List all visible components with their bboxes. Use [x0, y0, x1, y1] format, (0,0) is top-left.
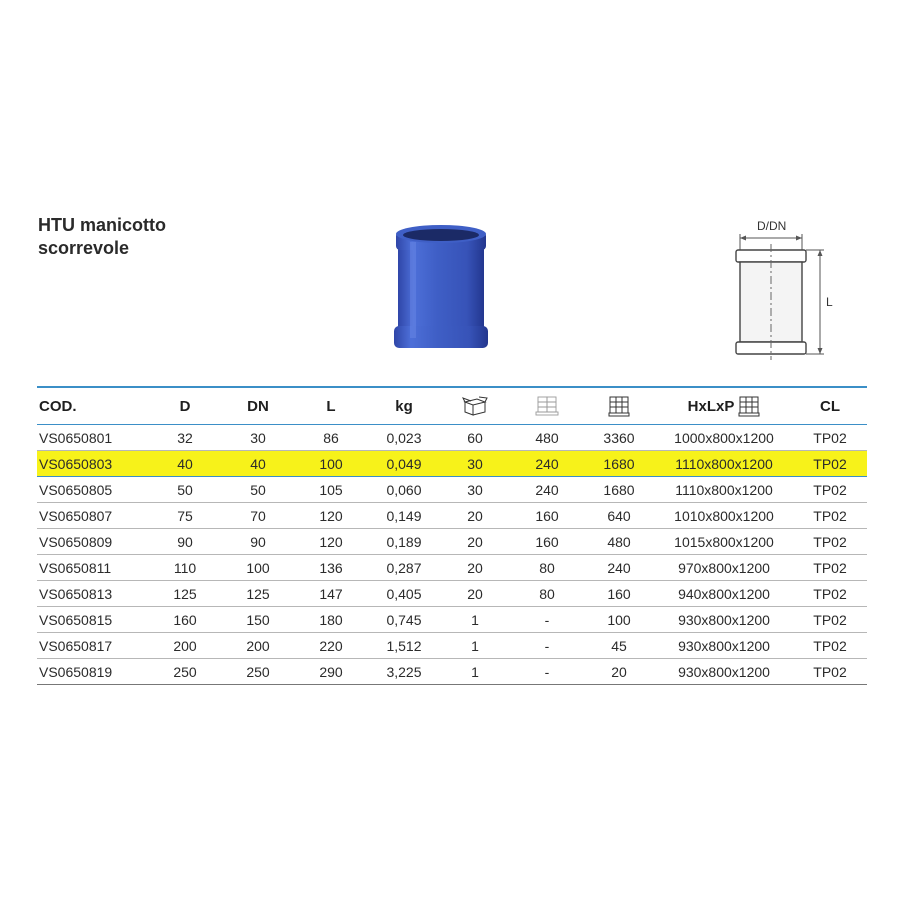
product-title-line2: scorrevole — [38, 238, 130, 258]
cell-pallet: 480 — [511, 425, 583, 451]
cell-d: 250 — [147, 659, 223, 685]
cell-hxlxp: 940x800x1200 — [655, 581, 793, 607]
table-row — [37, 659, 867, 685]
header-hxlxp-label: HxLxP — [687, 397, 735, 415]
spec-table — [37, 386, 867, 685]
cell-cod: VS0650817 — [37, 633, 147, 659]
cell-box: 20 — [439, 529, 511, 555]
cell-dn: 250 — [223, 659, 293, 685]
cell-d: 160 — [147, 607, 223, 633]
cell-box: 20 — [439, 503, 511, 529]
cell-box: 1 — [439, 633, 511, 659]
cell-cod: VS0650813 — [37, 581, 147, 607]
cell-dn: 40 — [223, 451, 293, 477]
cell-d: 200 — [147, 633, 223, 659]
cell-dn: 70 — [223, 503, 293, 529]
cell-hxlxp: 1110x800x1200 — [655, 451, 793, 477]
cell-l: 220 — [293, 633, 369, 659]
cell-pallet: - — [511, 607, 583, 633]
cell-hxlxp: 930x800x1200 — [655, 659, 793, 685]
cell-stack: 480 — [583, 529, 655, 555]
cell-cl: TP02 — [793, 425, 867, 451]
cell-l: 180 — [293, 607, 369, 633]
header-dn: DN — [223, 387, 293, 425]
cell-stack: 100 — [583, 607, 655, 633]
cell-pallet: - — [511, 659, 583, 685]
pallet-icon — [534, 395, 560, 417]
table-row — [37, 581, 867, 607]
cell-cl: TP02 — [793, 633, 867, 659]
table-row — [37, 451, 867, 477]
cell-d: 90 — [147, 529, 223, 555]
cell-l: 86 — [293, 425, 369, 451]
cell-dn: 200 — [223, 633, 293, 659]
cell-hxlxp: 930x800x1200 — [655, 633, 793, 659]
cell-l: 290 — [293, 659, 369, 685]
cell-l: 120 — [293, 529, 369, 555]
table-row — [37, 529, 867, 555]
cell-cod: VS0650803 — [37, 451, 147, 477]
cell-l: 147 — [293, 581, 369, 607]
cell-cl: TP02 — [793, 451, 867, 477]
cell-kg: 3,225 — [369, 659, 439, 685]
cell-pallet: 240 — [511, 477, 583, 503]
cell-l: 105 — [293, 477, 369, 503]
cell-box: 1 — [439, 607, 511, 633]
cell-kg: 0,745 — [369, 607, 439, 633]
cell-hxlxp: 930x800x1200 — [655, 607, 793, 633]
cell-cl: TP02 — [793, 529, 867, 555]
cell-stack: 3360 — [583, 425, 655, 451]
cell-cod: VS0650809 — [37, 529, 147, 555]
cell-stack: 1680 — [583, 477, 655, 503]
cell-stack: 640 — [583, 503, 655, 529]
header-pallet — [511, 387, 583, 425]
cell-stack: 20 — [583, 659, 655, 685]
stack-icon — [607, 395, 631, 417]
cell-hxlxp: 1010x800x1200 — [655, 503, 793, 529]
cell-box: 20 — [439, 555, 511, 581]
cell-hxlxp: 1110x800x1200 — [655, 477, 793, 503]
cell-box: 1 — [439, 659, 511, 685]
product-photo — [388, 222, 498, 357]
cell-kg: 0,023 — [369, 425, 439, 451]
cell-hxlxp: 1000x800x1200 — [655, 425, 793, 451]
table-row — [37, 555, 867, 581]
cell-cod: VS0650805 — [37, 477, 147, 503]
cell-cod: VS0650815 — [37, 607, 147, 633]
cell-stack: 160 — [583, 581, 655, 607]
box-icon — [462, 396, 488, 416]
cell-stack: 1680 — [583, 451, 655, 477]
cell-hxlxp: 970x800x1200 — [655, 555, 793, 581]
diagram-label-l: L — [826, 295, 833, 309]
diagram-label-dn: D/DN — [757, 219, 787, 233]
cell-dn: 90 — [223, 529, 293, 555]
header-stack — [583, 387, 655, 425]
cell-l: 120 — [293, 503, 369, 529]
table-row — [37, 503, 867, 529]
cell-l: 100 — [293, 451, 369, 477]
cell-pallet: 80 — [511, 555, 583, 581]
header-cod: COD. — [37, 387, 147, 425]
header-box — [439, 387, 511, 425]
cell-pallet: 80 — [511, 581, 583, 607]
header-cl: CL — [793, 387, 867, 425]
cell-dn: 30 — [223, 425, 293, 451]
cell-d: 32 — [147, 425, 223, 451]
cell-pallet: 240 — [511, 451, 583, 477]
product-title-line1: HTU manicotto — [38, 215, 166, 235]
cell-cl: TP02 — [793, 581, 867, 607]
header-kg: kg — [369, 387, 439, 425]
cell-d: 125 — [147, 581, 223, 607]
cell-d: 110 — [147, 555, 223, 581]
cell-kg: 0,405 — [369, 581, 439, 607]
table-header-row — [37, 387, 867, 425]
cell-cl: TP02 — [793, 477, 867, 503]
cell-cod: VS0650807 — [37, 503, 147, 529]
cell-kg: 0,060 — [369, 477, 439, 503]
header-d: D — [147, 387, 223, 425]
table-row — [37, 607, 867, 633]
stack-dim-icon — [738, 395, 760, 417]
cell-stack: 45 — [583, 633, 655, 659]
product-title — [38, 214, 258, 260]
cell-box: 30 — [439, 451, 511, 477]
dimension-diagram — [716, 214, 842, 364]
cell-dn: 150 — [223, 607, 293, 633]
cell-cl: TP02 — [793, 555, 867, 581]
cell-d: 40 — [147, 451, 223, 477]
cell-kg: 1,512 — [369, 633, 439, 659]
cell-cl: TP02 — [793, 503, 867, 529]
cell-d: 75 — [147, 503, 223, 529]
cell-pallet: - — [511, 633, 583, 659]
cell-box: 30 — [439, 477, 511, 503]
header-hxlxp — [655, 387, 793, 425]
cell-d: 50 — [147, 477, 223, 503]
cell-box: 20 — [439, 581, 511, 607]
cell-kg: 0,149 — [369, 503, 439, 529]
cell-cod: VS0650811 — [37, 555, 147, 581]
cell-cod: VS0650801 — [37, 425, 147, 451]
table-row — [37, 477, 867, 503]
cell-kg: 0,287 — [369, 555, 439, 581]
cell-stack: 240 — [583, 555, 655, 581]
cell-dn: 50 — [223, 477, 293, 503]
cell-pallet: 160 — [511, 503, 583, 529]
table-row — [37, 633, 867, 659]
cell-dn: 100 — [223, 555, 293, 581]
cell-kg: 0,049 — [369, 451, 439, 477]
cell-cl: TP02 — [793, 659, 867, 685]
cell-pallet: 160 — [511, 529, 583, 555]
table-row — [37, 425, 867, 451]
cell-cod: VS0650819 — [37, 659, 147, 685]
header-l: L — [293, 387, 369, 425]
cell-dn: 125 — [223, 581, 293, 607]
cell-l: 136 — [293, 555, 369, 581]
cell-box: 60 — [439, 425, 511, 451]
cell-hxlxp: 1015x800x1200 — [655, 529, 793, 555]
cell-cl: TP02 — [793, 607, 867, 633]
cell-kg: 0,189 — [369, 529, 439, 555]
